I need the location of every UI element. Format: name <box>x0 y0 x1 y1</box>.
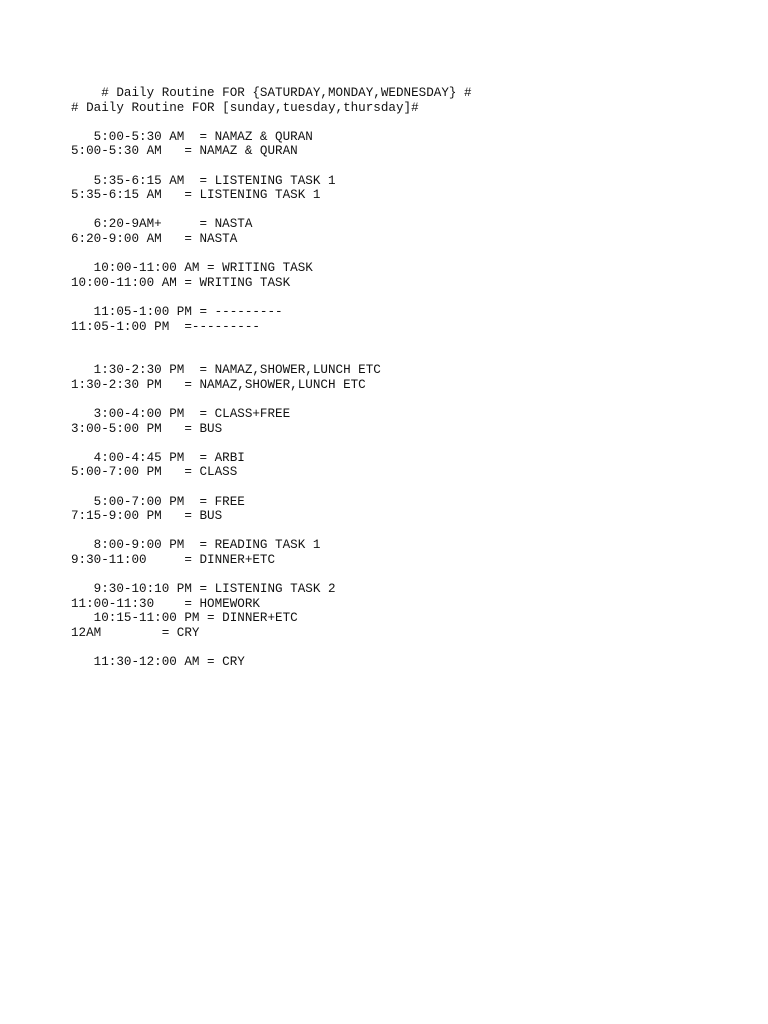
schedule-line: 5:00-5:30 AM = NAMAZ & QURAN <box>71 144 298 159</box>
schedule-line: 10:00-11:00 AM = WRITING TASK <box>71 261 313 276</box>
schedule-line: 8:00-9:00 PM = READING TASK 1 <box>71 538 321 553</box>
schedule-line: 3:00-5:00 PM = BUS <box>71 421 223 436</box>
schedule-line: 5:00-7:00 PM = CLASS <box>71 465 238 480</box>
schedule-line: 9:30-10:10 PM = LISTENING TASK 2 <box>71 582 336 597</box>
schedule-line: 5:35-6:15 AM = LISTENING TASK 1 <box>71 173 336 188</box>
schedule-line: 5:35-6:15 AM = LISTENING TASK 1 <box>71 188 321 203</box>
title-line: # Daily Routine FOR {SATURDAY,MONDAY,WEDNESDAY} # <box>71 86 472 100</box>
blank-line <box>71 641 472 656</box>
blank-line <box>71 334 472 349</box>
blank-line <box>71 349 472 364</box>
schedule-line: 12AM = CRY <box>71 625 200 640</box>
routine-text <box>71 86 472 670</box>
schedule-line: 11:00-11:30 = HOMEWORK <box>71 596 260 611</box>
blank-line <box>71 159 472 174</box>
blank-line <box>71 524 472 539</box>
schedule-line: 6:20-9:00 AM = NASTA <box>71 231 238 246</box>
schedule-line: 7:15-9:00 PM = BUS <box>71 509 223 524</box>
schedule-line: 5:00-5:30 AM = NAMAZ & QURAN <box>71 129 313 144</box>
schedule-line: 9:30-11:00 = DINNER+ETC <box>71 553 276 567</box>
schedule-line: 1:30-2:30 PM = NAMAZ,SHOWER,LUNCH ETC <box>71 363 381 378</box>
schedule-line: 10:15-11:00 PM = DINNER+ETC <box>71 611 298 626</box>
schedule-line: 5:00-7:00 PM = FREE <box>71 494 245 509</box>
blank-line <box>71 392 472 407</box>
blank-line <box>71 568 472 583</box>
schedule-line: 11:30-12:00 AM = CRY <box>71 655 245 670</box>
blank-line <box>71 436 472 451</box>
blank-line <box>71 203 472 218</box>
schedule-line: 6:20-9AM+ = NASTA <box>71 217 253 232</box>
schedule-line: 1:30-2:30 PM = NAMAZ,SHOWER,LUNCH ETC <box>71 377 366 392</box>
blank-line <box>71 115 472 130</box>
blank-line <box>71 247 472 262</box>
schedule-line: 11:05-1:00 PM =--------- <box>71 319 260 334</box>
schedule-line: 10:00-11:00 AM = WRITING TASK <box>71 275 291 290</box>
schedule-line: 11:05-1:00 PM = --------- <box>71 304 283 319</box>
schedule-line: 4:00-4:45 PM = ARBI <box>71 450 245 465</box>
schedule-line: 3:00-4:00 PM = CLASS+FREE <box>71 407 291 422</box>
title-line: # Daily Routine FOR [sunday,tuesday,thursday]# <box>71 100 419 115</box>
blank-line <box>71 480 472 495</box>
blank-line <box>71 290 472 305</box>
